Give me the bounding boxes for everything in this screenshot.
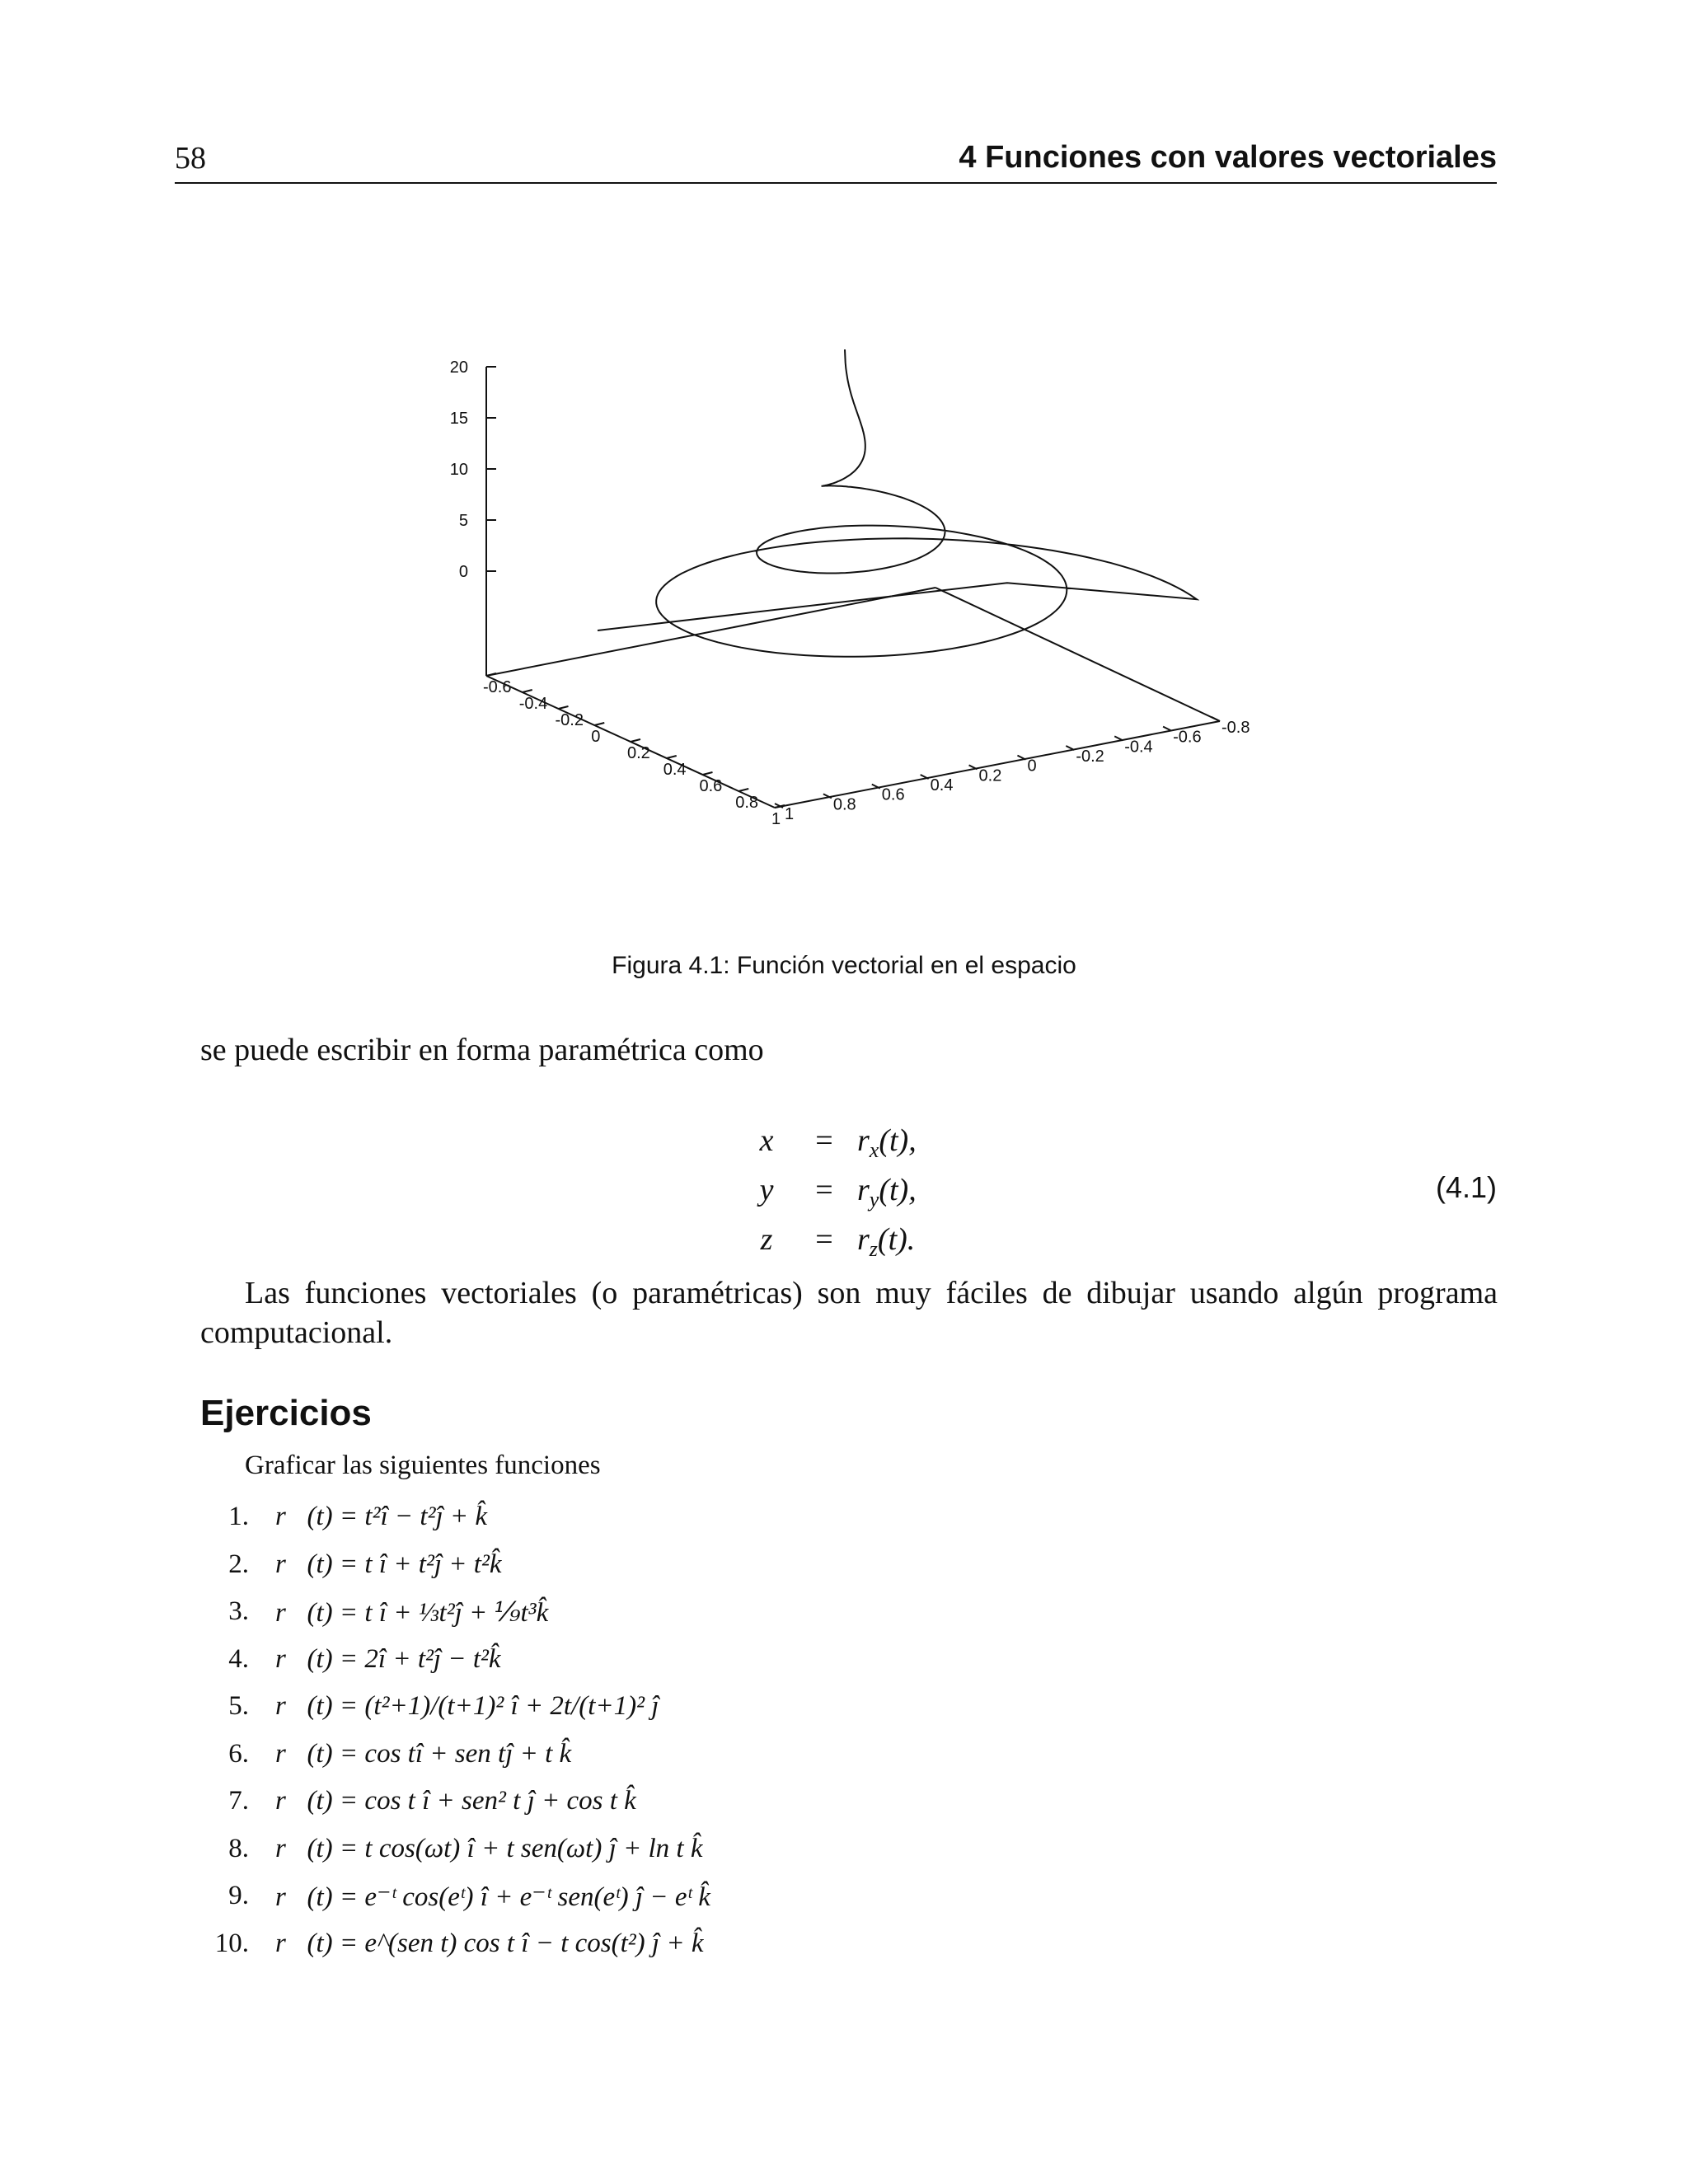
x-tick-mark <box>523 690 532 692</box>
equation-rhs: $r_y(t)$, <box>857 1173 917 1212</box>
item-number: 10. <box>214 1928 249 1958</box>
equation-lhs: x <box>759 1123 774 1158</box>
y-tick-label: -0.4 <box>1124 738 1153 757</box>
y-tick-label: -0.8 <box>1221 719 1250 737</box>
item-formula: r⃗(t) = cos tî + sen tĵ + t k̂ <box>275 1738 572 1769</box>
item-number: 6. <box>228 1738 249 1769</box>
exercise-list <box>206 1493 710 1967</box>
item-formula: r⃗(t) = t²î − t²ĵ + k̂ <box>275 1502 488 1532</box>
y-tick-label: 0.6 <box>881 785 905 804</box>
x-tick-label: -0.4 <box>518 695 548 713</box>
y-tick-label: 0.4 <box>930 776 954 794</box>
item-formula: r⃗(t) = t î + ⅓t²ĵ + ⅑t³k̂ <box>275 1597 549 1628</box>
equation-operator: = <box>815 1222 833 1257</box>
y-tick-label: 0 <box>1027 757 1037 776</box>
floor-edge-back-left <box>486 588 935 676</box>
x-tick-mark <box>631 739 640 742</box>
x-tick-mark <box>738 789 748 791</box>
x-tick-label: -0.2 <box>555 711 584 729</box>
x-tick-label: 0.4 <box>663 761 687 779</box>
list-item <box>206 1541 710 1589</box>
item-formula: r⃗(t) = cos t î + sen² t ĵ + cos t k̂ <box>275 1786 636 1816</box>
figure-caption: Figura 4.1: Función vectorial en el espacio <box>612 952 1076 979</box>
running-title: 4 Funciones con valores vectoriales <box>959 140 1497 175</box>
equation-operator: = <box>815 1123 833 1158</box>
equation-row <box>742 1172 1104 1221</box>
y-tick-mark <box>1066 746 1074 750</box>
item-number: 5. <box>228 1691 249 1722</box>
section-heading: Ejercicios <box>200 1393 372 1433</box>
item-number: 4. <box>228 1643 249 1674</box>
item-number: 2. <box>228 1549 249 1579</box>
item-formula: r⃗(t) = 2î + t²ĵ − t²k̂ <box>275 1643 501 1674</box>
x-tick-mark <box>667 756 677 758</box>
y-tick-mark <box>1163 727 1171 731</box>
y-tick-label: -0.6 <box>1173 728 1202 747</box>
page-number: 58 <box>175 141 206 176</box>
item-number: 7. <box>228 1786 249 1816</box>
equation-lhs: y <box>759 1173 774 1207</box>
list-item <box>206 1920 710 1968</box>
y-tick-label: 0.8 <box>832 795 856 814</box>
y-tick-mark <box>1114 736 1123 740</box>
x-tick-label: 0.2 <box>627 744 650 762</box>
y-tick-label: 0.2 <box>978 766 1002 785</box>
z-tick-label: 5 <box>458 512 468 530</box>
z-tick-label: 20 <box>449 359 468 377</box>
equation-rhs: $r_z(t)$. <box>857 1222 916 1261</box>
item-formula: r⃗(t) = e^(sen t) cos t î − t cos(t²) ĵ + k̂ <box>275 1928 704 1958</box>
x-tick-label: 0.6 <box>699 777 723 795</box>
equation-row <box>742 1221 1104 1271</box>
intro-text: se puede escribir en forma paramétrica como <box>200 1033 764 1067</box>
item-formula: r⃗(t) = e⁻ᵗ cos(eᵗ) î + e⁻ᵗ sen(eᵗ) ĵ − eᵗ k̂ <box>275 1882 710 1912</box>
y-tick-mark <box>1212 717 1220 721</box>
item-number: 3. <box>228 1596 249 1627</box>
list-item <box>206 1872 710 1920</box>
x-tick-mark <box>559 706 569 709</box>
list-item <box>206 1493 710 1541</box>
spiral-curve <box>598 349 1197 657</box>
x-tick-mark <box>703 772 713 775</box>
item-number: 9. <box>228 1881 249 1911</box>
list-item <box>206 1683 710 1731</box>
equation-row <box>742 1122 1104 1172</box>
x-tick-label: -0.6 <box>483 678 512 696</box>
item-number: 1. <box>228 1502 249 1532</box>
y-tick-label: -0.2 <box>1076 748 1104 766</box>
equation-operator: = <box>815 1173 833 1207</box>
figure-3d-plot <box>396 330 1335 857</box>
floor-edge-front-right <box>775 721 1220 808</box>
body-paragraph: Las funciones vectoriales (o paramétricas) son muy fáciles de dibujar usando algún programa computacional. <box>200 1276 1498 1350</box>
list-item <box>206 1825 710 1873</box>
list-item <box>206 1588 710 1636</box>
equation-lhs: z <box>760 1222 773 1257</box>
item-formula: r⃗(t) = t î + t²ĵ + t²k̂ <box>275 1549 502 1579</box>
item-formula: r⃗(t) = t cos(ωt) î + t sen(ωt) ĵ + ln t k̂ <box>275 1833 703 1863</box>
x-tick-label: 1 <box>771 810 781 828</box>
equation-number: (4.1) <box>1435 1170 1497 1204</box>
list-item <box>206 1778 710 1825</box>
exercise-intro: Graficar las siguientes funciones <box>245 1451 601 1480</box>
floor-edge-back-right <box>935 588 1220 721</box>
equation-rhs: $r_x(t)$, <box>857 1123 917 1162</box>
item-number: 8. <box>228 1833 249 1863</box>
z-tick-label: 0 <box>458 563 468 581</box>
header-rule <box>175 182 1497 184</box>
z-tick-label: 15 <box>449 410 468 428</box>
z-tick-label: 10 <box>449 461 468 479</box>
x-tick-mark <box>594 723 604 725</box>
equation-block <box>742 1122 1104 1271</box>
item-formula: r⃗(t) = (t²+1)/(t+1)² î + 2t/(t+1)² ĵ <box>275 1691 659 1722</box>
list-item <box>206 1731 710 1779</box>
list-item <box>206 1636 710 1684</box>
x-tick-label: 0 <box>591 728 601 746</box>
y-tick-label: 1 <box>785 805 795 823</box>
x-tick-label: 0.8 <box>735 794 759 812</box>
